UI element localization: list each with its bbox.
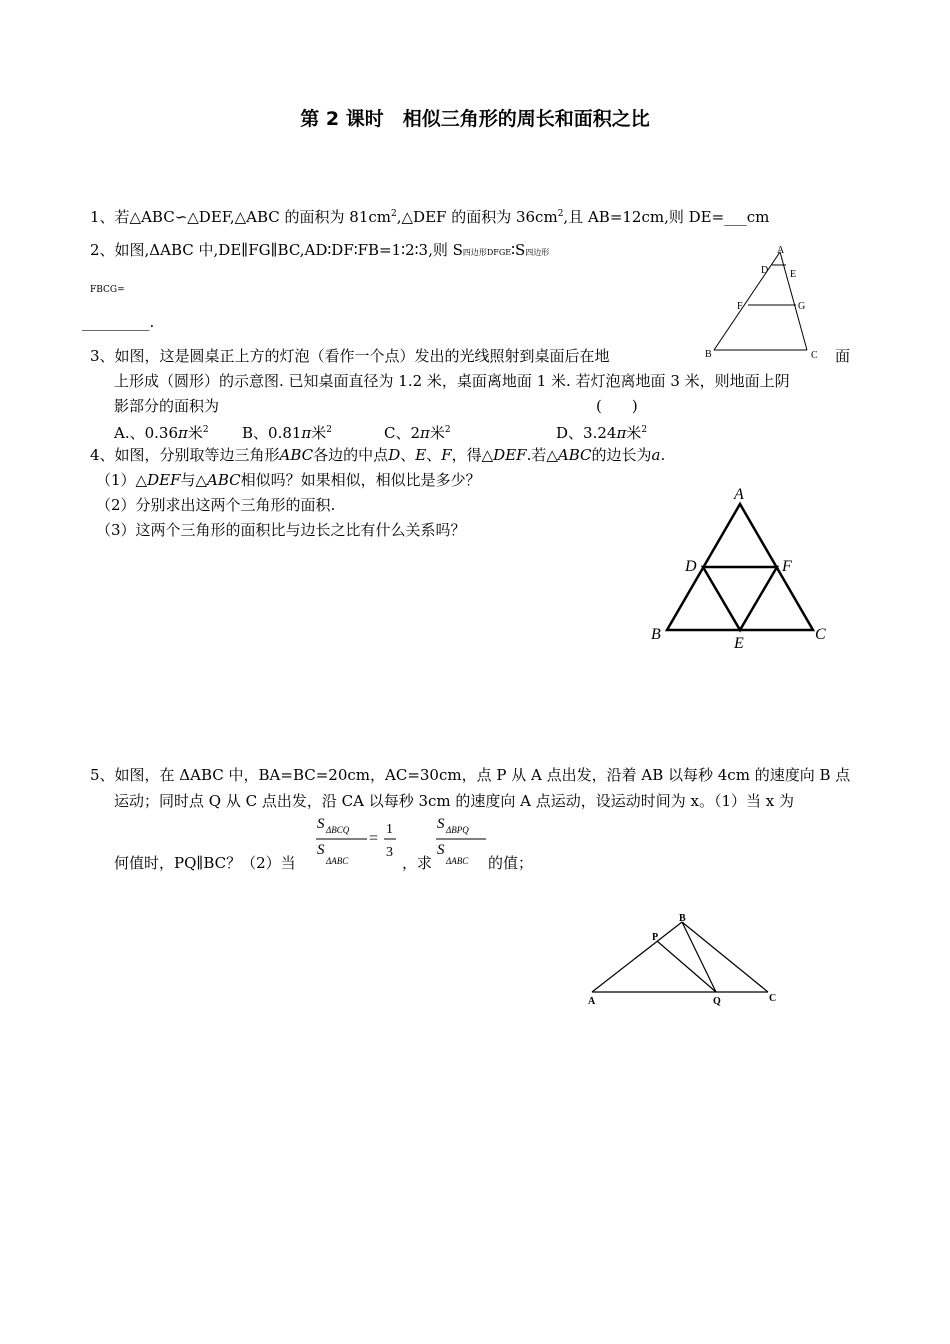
q1-unit: cm [746,208,770,226]
q4-p1-abc: ABC [207,471,241,489]
q2-mid: ∶S [511,241,526,259]
option-b-unit: 米 [311,424,327,442]
fig3-line-bc [682,922,768,992]
option-a-pi: π [178,424,188,442]
q1-answer-blank: ___ [724,208,747,226]
frac1-num-sub: ΔBCQ [326,825,350,835]
q4-p1-c: 相似吗？如果相似，相似比是多少？ [240,471,481,489]
fig3-label-c: C [769,993,777,1004]
frac1-eq: = [369,830,379,847]
fig3-line-ab [592,922,682,992]
q3-line2: 上形成（圆形）的示意图. 已知桌面直径为 1.2 米，桌面离地面 1 米. 若灯泡离地面 3 米，则地面上阴 [114,372,790,390]
q2-answer-blank: _________. [82,313,155,331]
fig3-label-b: B [679,913,686,924]
q5-line2: 运动；同时点 Q 从 C 点出发，沿 CA 以每秒 3cm 的速度向 A 点运动，设运动时间为 x。（1）当 x 为 [114,792,795,810]
q3-option-a [114,420,209,443]
fig3-line-bq [682,922,716,992]
frac2-den: S [437,842,445,858]
fig1-line-ab [714,252,780,350]
fig3-label-a: A [588,996,596,1007]
q4-abc: ABC [279,446,314,464]
option-b-label: B、0.81 [242,424,302,442]
frac1-den-sub: ΔABC [326,856,349,866]
fig1-label-g: G [798,301,806,312]
question-2-line1 [90,240,549,263]
option-c-label: C、2 [384,424,421,442]
q4-d: D [388,446,401,464]
frac-r-den: 3 [386,845,393,860]
q5-line1: 5、如图，在 ΔABC 中，BA=BC=20cm，AC=30cm，点 P 从 A 点出发，沿着 AB 以每秒 4cm 的速度向 B 点 [90,766,851,784]
q1-text-a: 1、若△ABC∽△DEF,△ABC 的面积为 81cm [90,208,392,226]
fig1-label-b: B [705,349,712,360]
q4-def: DEF [493,446,527,464]
q4-text-c: ，得△ [451,446,494,464]
option-d-sup: 2 [641,425,648,435]
q4-p1-b: 与△ [180,471,208,489]
q2-text: 2、如图,ΔABC 中,DE∥FG∥BC,AD∶DF∶FB=1∶2∶3,则 S [90,241,463,259]
fig1-label-f: F [737,301,743,312]
frac2-den-sub: ΔABC [446,856,469,866]
fig3-line-pq [657,941,716,992]
q1-sup2: 2 [557,209,564,219]
q5-fraction-2 [434,812,494,872]
q1-text-c: ,且 AB=12cm,则 DE= [563,208,725,226]
option-a-label: A.、0.36 [114,424,178,442]
fig2-label-d: D [685,558,697,575]
option-c-sup: 2 [444,425,451,435]
option-c-pi: π [420,424,430,442]
option-c-unit: 米 [429,424,445,442]
option-b-pi: π [301,424,312,442]
q3-answer-bracket: ( ) [596,397,638,415]
q4-text-b: 各边的中点 [313,446,389,464]
q4-part2: （2）分别求出这两个三角形的面积. [96,496,336,514]
q2-sub2: 四边形 [525,248,550,257]
q4-f: F [441,446,452,464]
fig2-label-a: A [734,486,744,503]
fig2-label-e: E [734,635,744,652]
q4-p1-def: DEF [147,471,181,489]
fig3-label-p: P [652,932,659,943]
q4-a: a [651,446,661,464]
q4-sep1: 、 [400,446,416,464]
q1-sup1: 2 [391,209,397,219]
fig1-label-a: A [777,245,785,256]
q1-text-b: ,△DEF 的面积为 36cm [396,208,558,226]
q4-text-e: 的边长为 [591,446,652,464]
q3-line1: 3、如图，这是圆桌正上方的灯泡（看作一个点）发出的光线照射到桌面后在地 [90,347,610,365]
fig2-label-f: F [782,558,792,575]
q4-text-a: 4、如图，分别取等边三角形 [90,446,280,464]
q3-line3: 影部分的面积为 [114,397,220,415]
fig1-label-c: C [811,350,818,361]
q5-line3-b: ，求 [402,854,433,872]
q4-sep2: 、 [426,446,442,464]
q2-sub1: 四边形DFGE [462,248,512,257]
fig2-label-c: C [815,626,826,643]
q4-e: E [415,446,427,464]
frac2-num: S [437,816,445,832]
q4-abc2: ABC [557,446,592,464]
frac-r-num: 1 [386,822,393,837]
frac2-num-sub: ΔBPQ [446,825,469,835]
option-b-sup: 2 [326,425,333,435]
figure-equilateral-triangle [645,482,845,652]
q3-option-b [242,420,332,443]
q4-text-f: . [660,446,666,464]
fig1-label-d: D [761,265,769,276]
q4-part1 [96,470,481,490]
q5-line3-c: 的值； [488,854,534,872]
frac1-den: S [317,842,325,858]
frac1-num: S [317,816,325,832]
question-1 [90,204,769,227]
option-d-unit: 米 [626,424,642,442]
option-d-pi: π [616,424,627,442]
q3-option-d [556,420,647,443]
fig2-inner-triangle [703,567,777,630]
q4-text-d: .若△ [526,446,558,464]
fig3-label-q: Q [713,996,721,1007]
option-a-sup: 2 [202,425,209,435]
fig2-label-b: B [651,626,661,643]
q4-part3: （3）这两个三角形的面积比与边长之比有什么关系吗？ [96,521,466,539]
option-d-label: D、3.24 [556,424,617,442]
q4-p1-a: （1）△ [96,471,148,489]
figure-trapezoid-triangle [700,242,840,367]
figure-isosceles-pq [585,910,785,1010]
page-title: 第 2 课时 相似三角形的周长和面积之比 [300,108,650,130]
fig1-label-e: E [790,269,797,280]
q3-line1-end: 面 [835,347,851,365]
option-a-unit: 米 [187,424,203,442]
q3-option-c [384,420,451,443]
q4-line1 [90,445,665,465]
q2-line2: FBCG= [90,285,125,295]
q5-line3-a: 何值时，PQ∥BC？（2）当 [114,854,296,872]
q5-fraction-1 [314,812,404,872]
